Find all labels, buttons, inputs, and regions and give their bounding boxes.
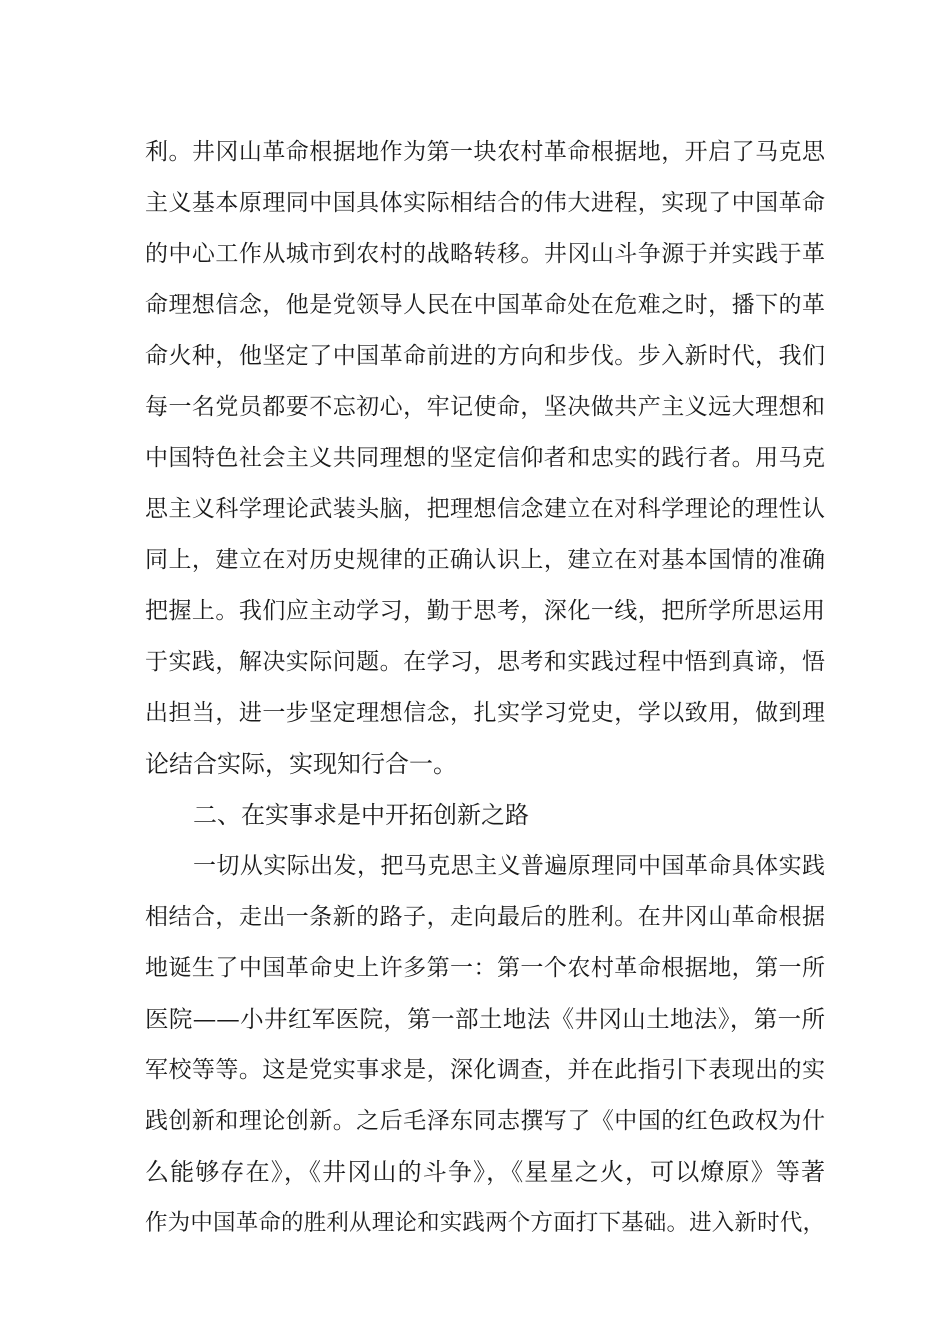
paragraph2-line-4: 医院——小井红军医院，第一部土地法《井冈山土地法》，第一所 — [145, 1005, 825, 1033]
paragraph2-line-5: 军校等等。这是党实事求是，深化调查，并在此指引下表现出的实 — [145, 1057, 825, 1083]
paragraph1-line-4: 命理想信念，他是党领导人民在中国革命处在危难之时，播下的革 — [145, 292, 825, 318]
paragraph1-line-1: 利。井冈山革命根据地作为第一块农村革命根据地，开启了马克思 — [145, 139, 825, 165]
paragraph2-line-3: 地诞生了中国革命史上许多第一：第一个农村革命根据地，第一所 — [145, 955, 825, 981]
paragraph1-line-3: 的中心工作从城市到农村的战略转移。井冈山斗争源于并实践于革 — [145, 241, 825, 267]
paragraph2-line-7: 么能够存在》，《井冈山的斗争》，《星星之火，可以燎原》等著 — [145, 1158, 825, 1186]
paragraph1-line-11: 于实践，解决实际问题。在学习，思考和实践过程中悟到真谛，悟 — [145, 649, 825, 675]
paragraph1-line-9: 同上，建立在对历史规律的正确认识上，建立在对基本国情的准确 — [145, 547, 825, 573]
paragraph1-line-13: 论结合实际，实现知行合一。 — [145, 750, 457, 778]
paragraph1-line-5: 命火种，他坚定了中国革命前进的方向和步伐。步入新时代，我们 — [145, 343, 825, 369]
paragraph1-line-8: 思主义科学理论武装头脑，把理想信念建立在对科学理论的理性认 — [145, 496, 825, 522]
paragraph1-line-12: 出担当，进一步坚定理想信念，扎实学习党史，学以致用，做到理 — [145, 700, 825, 726]
paragraph2-line-1: 一切从实际出发，把马克思主义普遍原理同中国革命具体实践 — [193, 853, 825, 879]
paragraph1-line-2: 主义基本原理同中国具体实际相结合的伟大进程，实现了中国革命 — [145, 190, 825, 216]
paragraph1-line-7: 中国特色社会主义共同理想的坚定信仰者和忠实的践行者。用马克 — [145, 445, 825, 471]
paragraph1-line-10: 把握上。我们应主动学习，勤于思考，深化一线，把所学所思运用 — [145, 598, 825, 624]
paragraph2-line-8: 作为中国革命的胜利从理论和实践两个方面打下基础。进入新时代， — [145, 1210, 825, 1236]
section-heading: 二、在实事求是中开拓创新之路 — [193, 801, 529, 829]
paragraph1-line-6: 每一名党员都要不忘初心，牢记使命，坚决做共产主义远大理想和 — [145, 394, 825, 420]
paragraph2-line-2: 相结合，走出一条新的路子，走向最后的胜利。在井冈山革命根据 — [145, 904, 825, 930]
paragraph2-line-6: 践创新和理论创新。之后毛泽东同志撰写了《中国的红色政权为什 — [145, 1108, 825, 1134]
